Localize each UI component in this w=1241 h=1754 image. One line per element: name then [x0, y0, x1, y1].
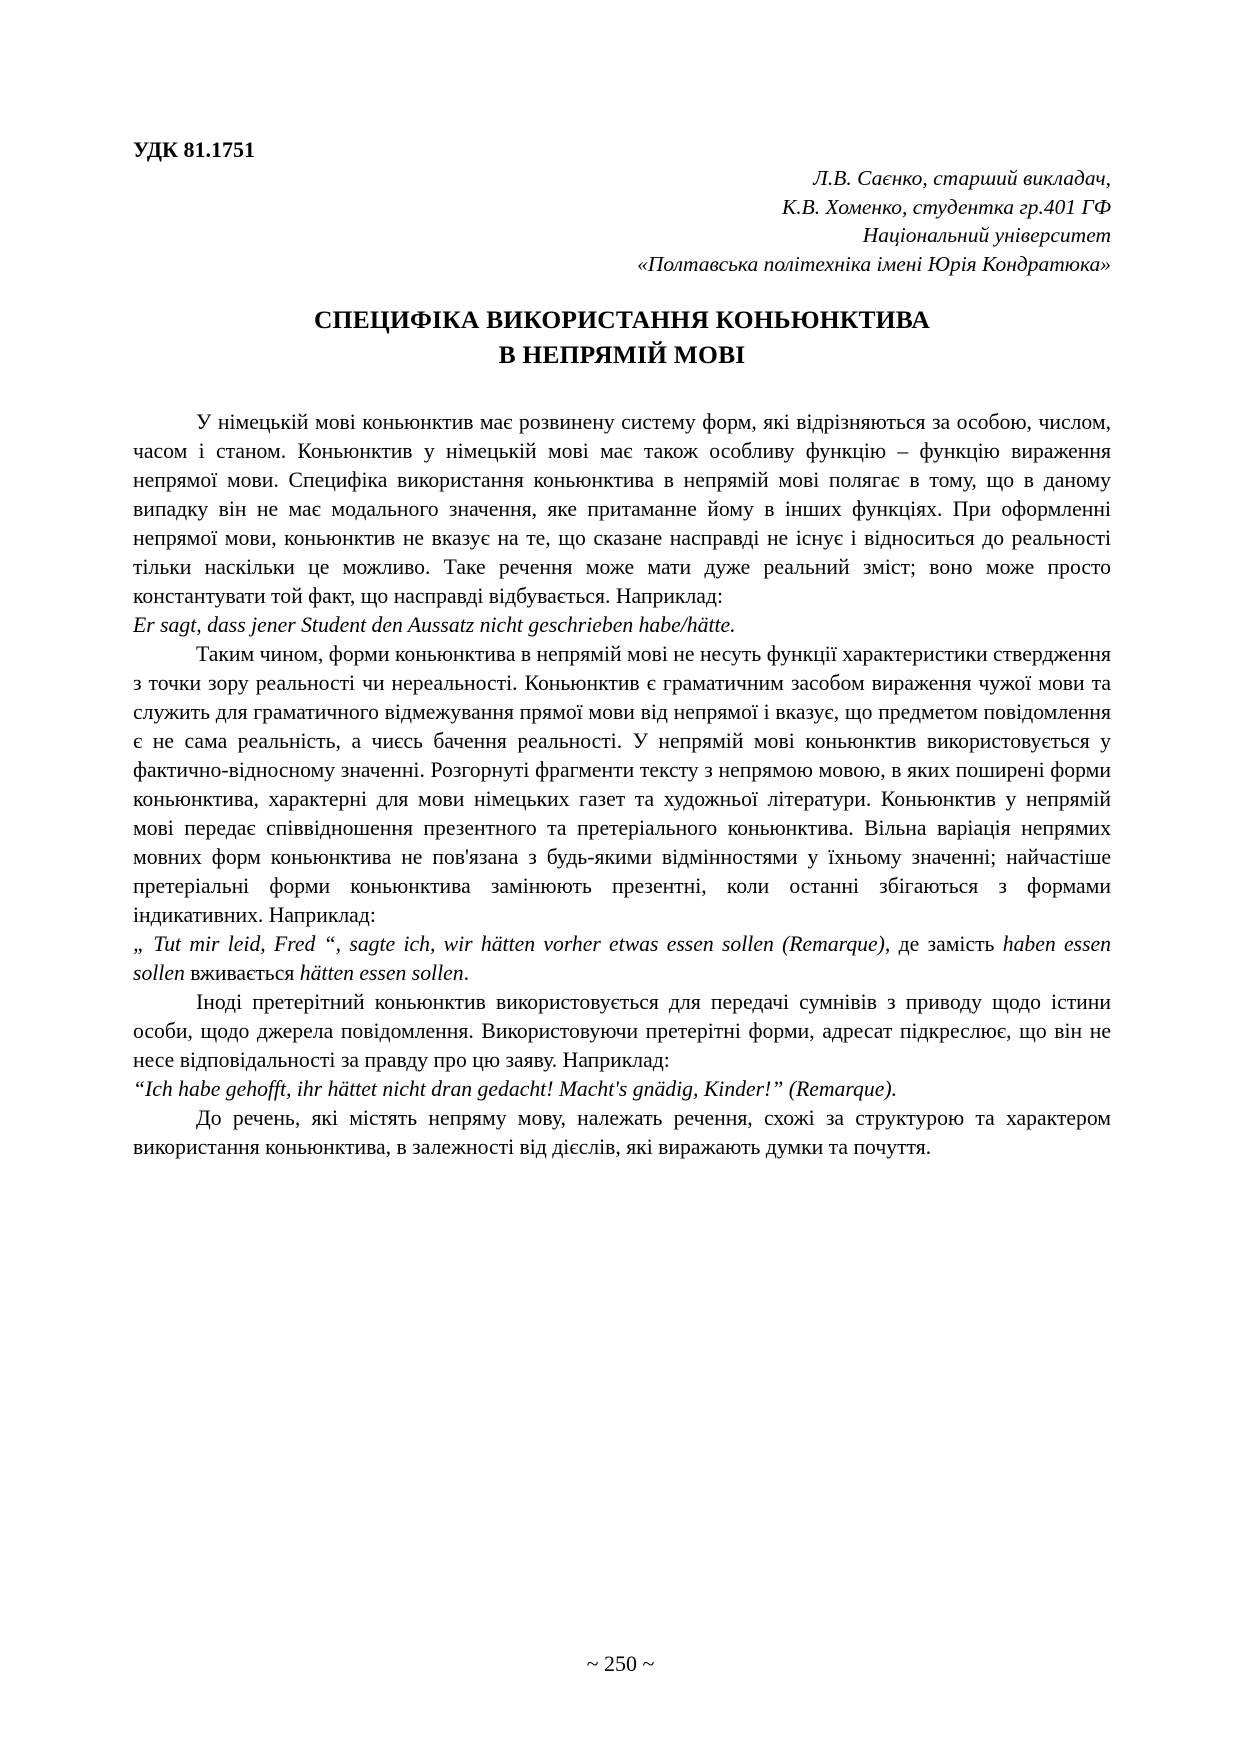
page-content	[133, 136, 1111, 1162]
example-2-ukrainian-run-1: де замість	[890, 932, 1003, 956]
affiliation-line-1: Національний університет	[862, 223, 1111, 247]
page-number: ~ 250 ~	[586, 1651, 655, 1676]
udc-code: УДК 81.1751	[133, 137, 256, 162]
author-block	[133, 164, 1111, 278]
example-2-german-run-2: haben essen sollen	[133, 932, 1111, 985]
author-line-2: К.В. Хоменко, студентка гр.401 ГФ	[781, 194, 1111, 219]
article-title-line2: В НЕПРЯМІЙ МОВІ	[498, 340, 746, 369]
example-2-german-run-3: hätten essen sollen	[299, 961, 464, 985]
example-sentence-3: “Ich habe gehofft, ihr hättet nicht dran gedacht! Macht's gnädig, Kinder!” (Remarque).	[133, 1077, 897, 1101]
paragraph-3: Іноді претерітний коньюнктив використовується для передачі сумнівів з приводу щодо істини особи, щодо джерела повідомлення. Використовуючи претерітні форми, адресат підкреслює, що він не несе відповідальності за правду про цю заяву. Наприклад:	[133, 990, 1111, 1072]
example-2-period: .	[463, 961, 469, 985]
paragraph-4: До речень, які містять непряму мову, належать речення, схожі за структурою та характером використання коньюнктива, в залежності від дієслів, які виражають думки та почуття.	[133, 1106, 1111, 1159]
example-sentence-2	[133, 930, 1111, 988]
example-2-ukrainian-run-2: вживається	[184, 961, 300, 985]
article-title-line1: СПЕЦИФІКА ВИКОРИСТАННЯ КОНЬЮНКТИВА	[314, 305, 930, 334]
example-sentence-1: Er sagt, dass jener Student den Aussatz nicht geschrieben habe/hätte.	[133, 613, 736, 637]
article-title	[133, 302, 1111, 372]
author-line-1: Л.В. Саєнко, старший викладач,	[813, 166, 1111, 190]
example-2-german-run-1: „ Tut mir leid, Fred “, sagte ich, wir hätten vorher etwas essen sollen (Remarque),	[133, 932, 891, 956]
affiliation-line-2: «Полтавська політехніка імені Юрія Кондратюка»	[637, 251, 1111, 276]
paragraph-2: Таким чином, форми коньюнктива в непрямій мові не несуть функції характеристики ствердження з точки зору реальності чи нереальності. Коньюнктив є граматичним засобом вираження чужої мови та служить для граматичного відмежування прямої мови від непрямої і вказує, що предметом повідомлення є не сама реальність, а чиєсь бачення реальності. У непрямій мові коньюнктив використовується у фактично-відносному значенні. Розгорнуті фрагменти тексту з непрямою мовою, в яких поширені форми коньюнктива, характерні для мови німецьких газет та художньої літератури. Коньюнктив у непрямій мові передає співвідношення презентного та претеріального коньюнктива. Вільна варіація непрямих мовних форм коньюнктива не пов'язана з будь-якими відмінностями у їхньому значенні; найчастіше претеріальні форми коньюнктива замінюють презентні, коли останні збігаються з формами індикативних. Наприклад:	[133, 642, 1111, 927]
paragraph-1: У німецькій мові коньюнктив має розвинену систему форм, які відрізняються за особою, числом, часом і станом. Коньюнктив у німецькій мові має також особливу функцію – функцію вираження непрямої мови. Специфіка використання коньюнктива в непрямій мові полягає в тому, що в даному випадку він не має модального значення, яке притаманне йому в інших функціях. При оформленні непрямої мови, коньюнктив не вказує на те, що сказане насправді не існує і відноситься до реальності тільки наскільки це можливо. Таке речення може мати дуже реальний зміст; воно може просто константувати той факт, що насправді відбувається. Наприклад:	[133, 410, 1111, 608]
